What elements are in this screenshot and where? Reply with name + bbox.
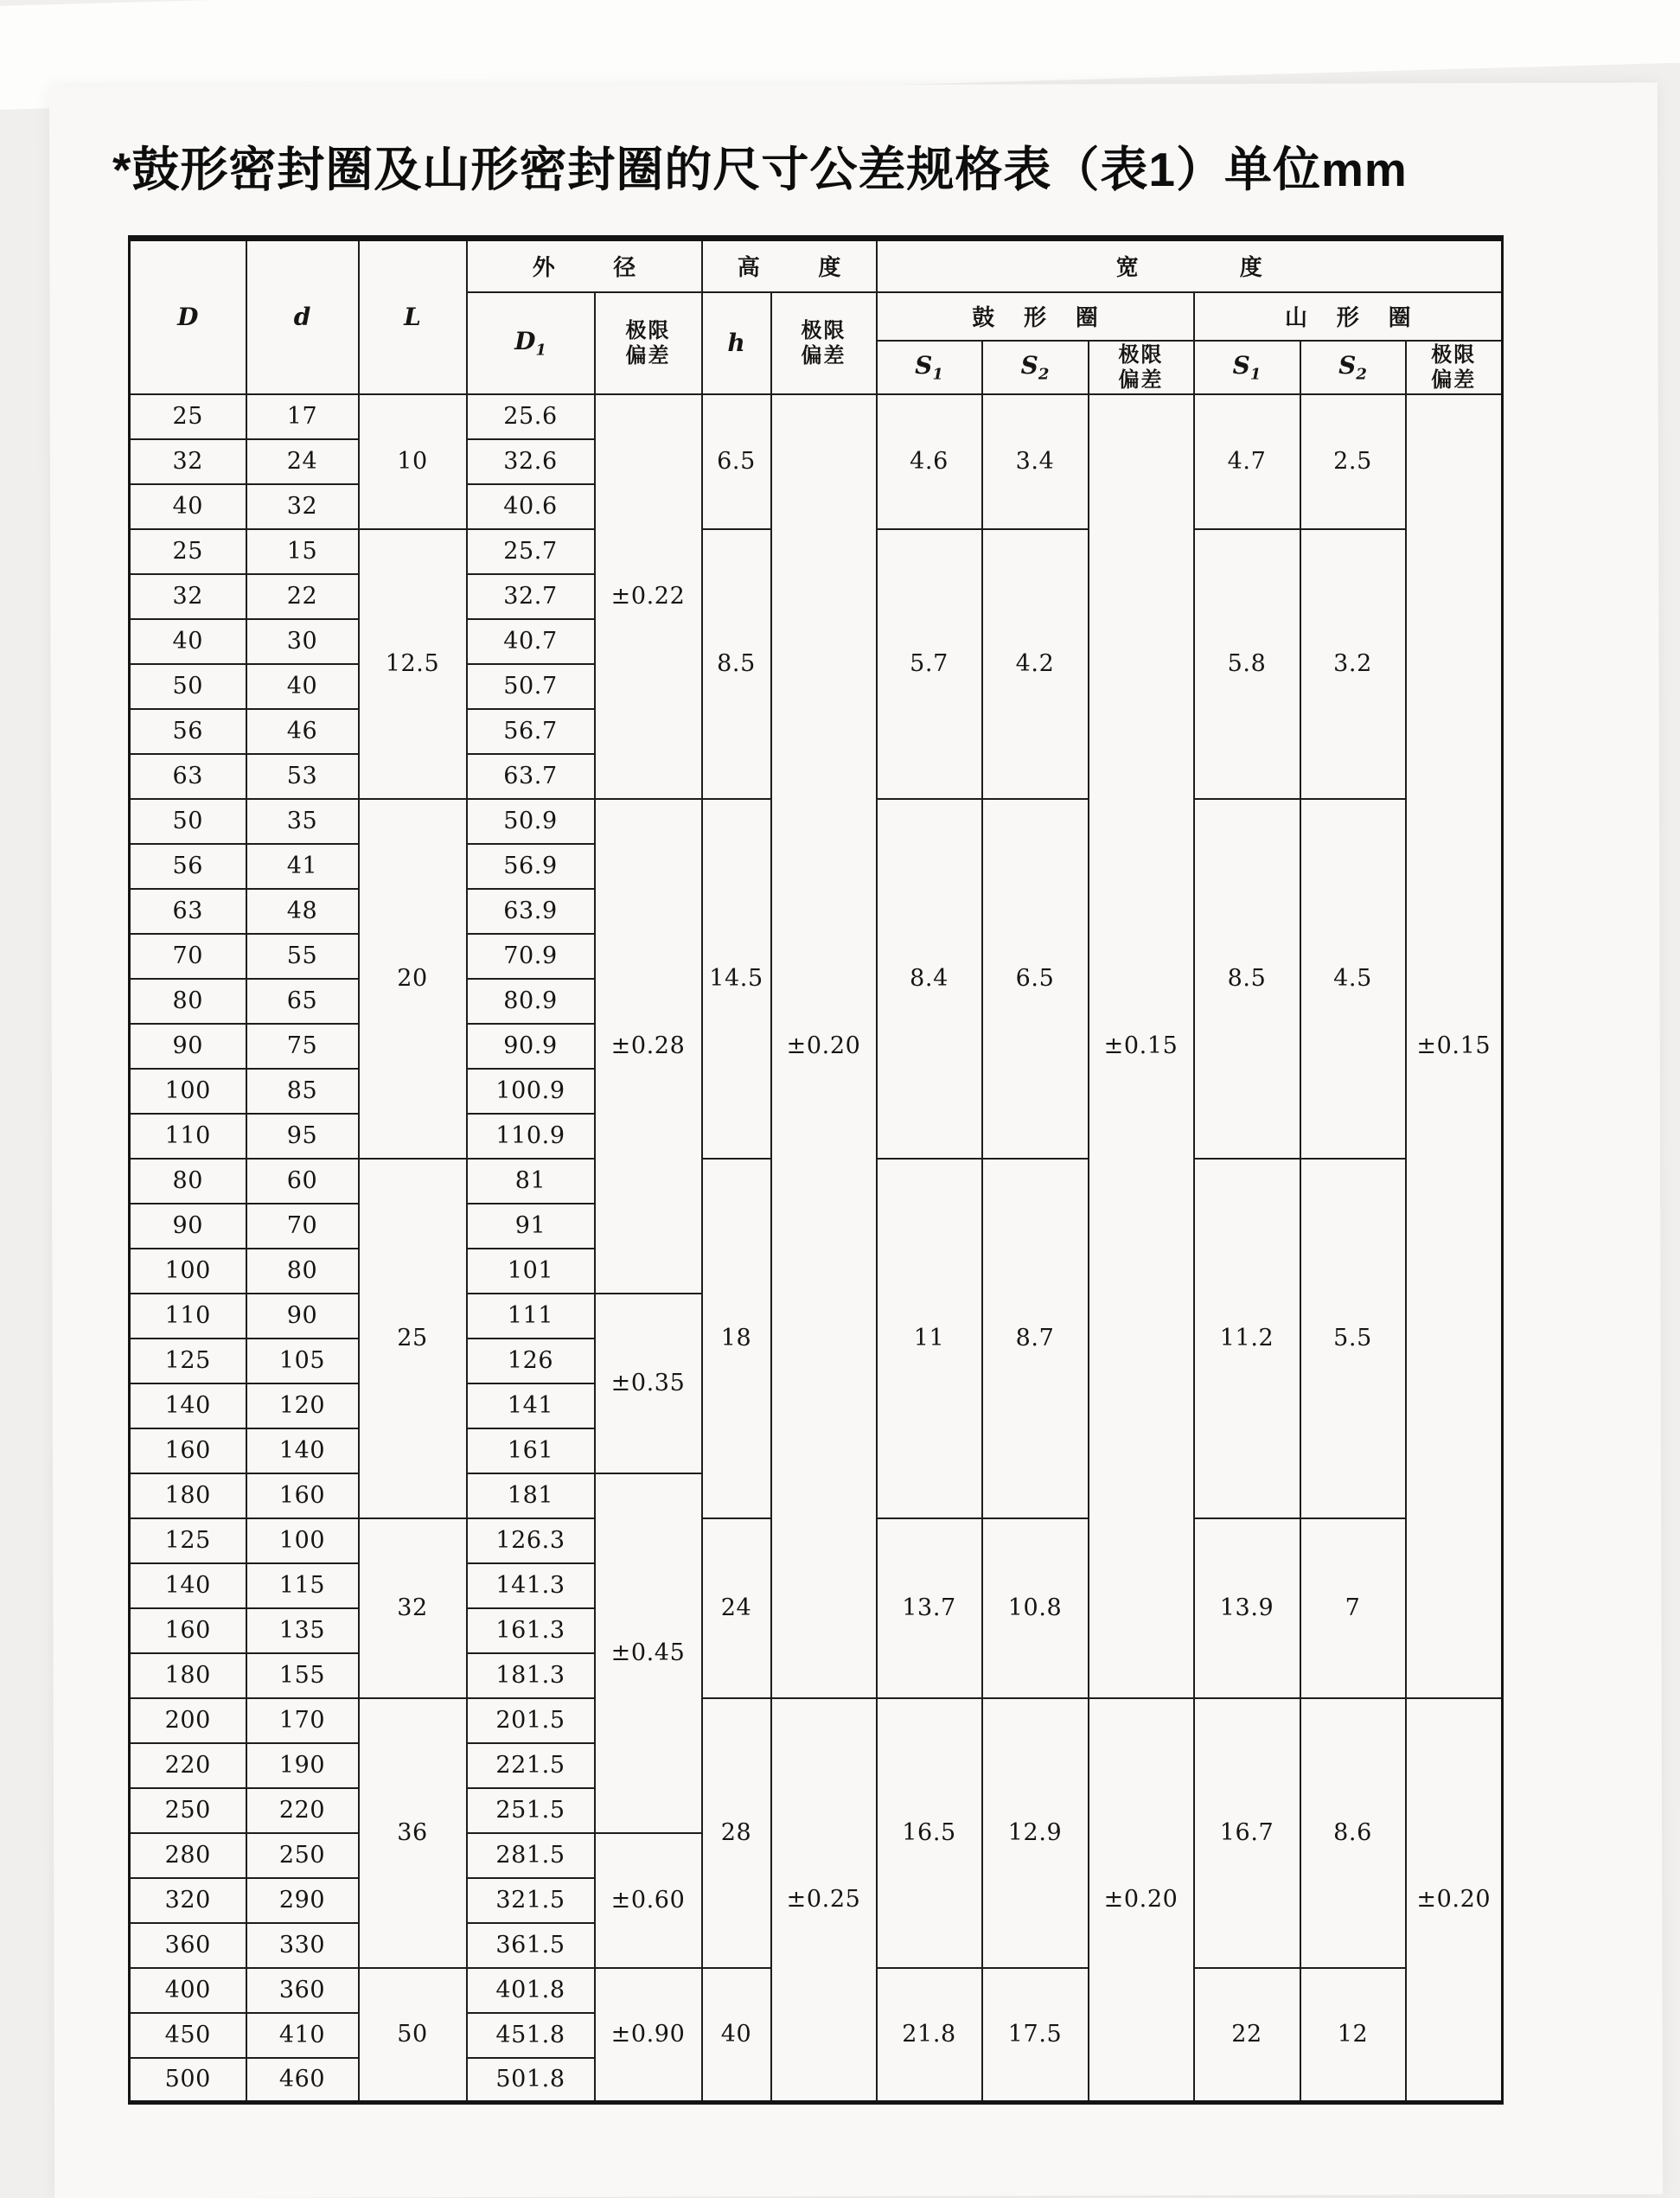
cell-D1: 25.7: [467, 529, 595, 574]
cell-d: 290: [246, 1878, 359, 1923]
cell-L: 50: [359, 1968, 467, 2103]
cell-D1: 161: [467, 1428, 595, 1473]
cell-mountain-tolerance: ±0.15: [1406, 394, 1503, 1698]
cell-D: 100: [130, 1249, 246, 1294]
cell-drum-s2: 8.7: [982, 1159, 1089, 1518]
cell-D1: 80.9: [467, 979, 595, 1024]
cell-D1: 126: [467, 1339, 595, 1383]
header-width: 宽度: [877, 239, 1503, 292]
cell-drum-s2: 6.5: [982, 799, 1089, 1159]
header-drum-s2: $S_2$: [982, 341, 1089, 394]
cell-D1: 221.5: [467, 1743, 595, 1788]
cell-D: 50: [130, 799, 246, 844]
cell-D1: 161.3: [467, 1608, 595, 1653]
cell-D: 200: [130, 1698, 246, 1743]
cell-L: 20: [359, 799, 467, 1159]
cell-D1: 401.8: [467, 1968, 595, 2013]
cell-h: 6.5: [702, 394, 771, 529]
cell-D: 160: [130, 1428, 246, 1473]
cell-d: 65: [246, 979, 359, 1024]
cell-D: 25: [130, 529, 246, 574]
cell-D: 500: [130, 2058, 246, 2103]
cell-d: 410: [246, 2013, 359, 2058]
spec-table: [128, 235, 1504, 2105]
cell-d: 17: [246, 394, 359, 439]
cell-d: 53: [246, 754, 359, 799]
header-mountain-ring: 山形圈: [1194, 292, 1503, 341]
cell-drum-s1: 8.4: [877, 799, 982, 1159]
cell-drum-s2: 4.2: [982, 529, 1089, 799]
cell-D: 100: [130, 1069, 246, 1114]
cell-drum-s2: 10.8: [982, 1518, 1089, 1698]
cell-D: 110: [130, 1294, 246, 1339]
cell-D: 56: [130, 844, 246, 889]
cell-D1: 281.5: [467, 1833, 595, 1878]
cell-D1: 126.3: [467, 1518, 595, 1563]
cell-D: 125: [130, 1518, 246, 1563]
cell-mountain-s2: 8.6: [1300, 1698, 1406, 1968]
cell-od-tolerance: ±0.60: [595, 1833, 702, 1968]
cell-D: 25: [130, 394, 246, 439]
header-od-limit-deviation: 极限 偏差: [595, 292, 702, 394]
cell-D1: 201.5: [467, 1698, 595, 1743]
cell-D: 80: [130, 979, 246, 1024]
cell-D: 180: [130, 1473, 246, 1518]
cell-mountain-s1: 22: [1194, 1968, 1300, 2103]
cell-D1: 63.7: [467, 754, 595, 799]
cell-D1: 56.7: [467, 709, 595, 754]
cell-D: 63: [130, 754, 246, 799]
cell-od-tolerance: ±0.35: [595, 1294, 702, 1473]
cell-d: 48: [246, 889, 359, 934]
cell-mountain-s2: 7: [1300, 1518, 1406, 1698]
header-D1: $D_1$: [467, 292, 595, 394]
header-drum-limit-deviation: 极限 偏差: [1089, 341, 1194, 394]
header-h: h: [702, 292, 771, 394]
cell-D: 110: [130, 1114, 246, 1159]
header-drum-s1: $S_1$: [877, 341, 982, 394]
cell-d: 115: [246, 1563, 359, 1608]
header-d: d: [246, 239, 359, 394]
cell-D: 250: [130, 1788, 246, 1833]
cell-h: 8.5: [702, 529, 771, 799]
cell-height-tolerance: ±0.25: [771, 1698, 877, 2103]
cell-D: 125: [130, 1339, 246, 1383]
cell-mountain-s2: 3.2: [1300, 529, 1406, 799]
cell-d: 360: [246, 1968, 359, 2013]
cell-drum-s1: 5.7: [877, 529, 982, 799]
cell-d: 95: [246, 1114, 359, 1159]
header-row-groups: [130, 239, 1503, 292]
cell-D: 40: [130, 619, 246, 664]
cell-D1: 90.9: [467, 1024, 595, 1069]
cell-mountain-s1: 13.9: [1194, 1518, 1300, 1698]
cell-h: 28: [702, 1698, 771, 1968]
cell-D1: 251.5: [467, 1788, 595, 1833]
cell-d: 41: [246, 844, 359, 889]
cell-D1: 181.3: [467, 1653, 595, 1698]
cell-mountain-s2: 12: [1300, 1968, 1406, 2103]
cell-d: 120: [246, 1383, 359, 1428]
cell-d: 250: [246, 1833, 359, 1878]
cell-d: 330: [246, 1923, 359, 1968]
cell-drum-s1: 21.8: [877, 1968, 982, 2103]
header-D: D: [130, 239, 246, 394]
cell-od-tolerance: ±0.22: [595, 394, 702, 799]
cell-L: 36: [359, 1698, 467, 1968]
header-height-limit-deviation: 极限 偏差: [771, 292, 877, 394]
cell-D1: 101: [467, 1249, 595, 1294]
cell-d: 35: [246, 799, 359, 844]
cell-d: 55: [246, 934, 359, 979]
cell-D1: 70.9: [467, 934, 595, 979]
cell-d: 190: [246, 1743, 359, 1788]
cell-D: 140: [130, 1383, 246, 1428]
cell-drum-tolerance: ±0.15: [1089, 394, 1194, 1698]
cell-d: 100: [246, 1518, 359, 1563]
cell-drum-s1: 13.7: [877, 1518, 982, 1698]
cell-D1: 56.9: [467, 844, 595, 889]
header-mountain-s1: $S_1$: [1194, 341, 1300, 394]
cell-d: 46: [246, 709, 359, 754]
cell-d: 15: [246, 529, 359, 574]
cell-d: 85: [246, 1069, 359, 1114]
cell-d: 22: [246, 574, 359, 619]
cell-D: 220: [130, 1743, 246, 1788]
cell-h: 40: [702, 1968, 771, 2103]
header-height: 高度: [702, 239, 877, 292]
table-row: [130, 1698, 1503, 1743]
cell-od-tolerance: ±0.28: [595, 799, 702, 1294]
cell-D1: 111: [467, 1294, 595, 1339]
cell-d: 135: [246, 1608, 359, 1653]
cell-drum-tolerance: ±0.20: [1089, 1698, 1194, 2103]
cell-d: 105: [246, 1339, 359, 1383]
cell-mountain-s2: 5.5: [1300, 1159, 1406, 1518]
header-outer-diameter: 外径: [467, 239, 702, 292]
cell-d: 155: [246, 1653, 359, 1698]
cell-D: 32: [130, 439, 246, 484]
cell-D1: 63.9: [467, 889, 595, 934]
cell-d: 24: [246, 439, 359, 484]
cell-D: 280: [130, 1833, 246, 1878]
cell-D: 32: [130, 574, 246, 619]
cell-D1: 50.9: [467, 799, 595, 844]
cell-D1: 40.6: [467, 484, 595, 529]
table-row: [130, 394, 1503, 439]
cell-d: 32: [246, 484, 359, 529]
cell-h: 18: [702, 1159, 771, 1518]
table-body: [130, 394, 1503, 2103]
cell-D: 140: [130, 1563, 246, 1608]
cell-mountain-s2: 4.5: [1300, 799, 1406, 1159]
cell-L: 12.5: [359, 529, 467, 799]
cell-L: 32: [359, 1518, 467, 1698]
cell-L: 25: [359, 1159, 467, 1518]
cell-D: 320: [130, 1878, 246, 1923]
cell-height-tolerance: ±0.20: [771, 394, 877, 1698]
cell-od-tolerance: ±0.90: [595, 1968, 702, 2103]
cell-D1: 91: [467, 1204, 595, 1249]
header-mountain-s2: $S_2$: [1300, 341, 1406, 394]
cell-d: 460: [246, 2058, 359, 2103]
cell-d: 140: [246, 1428, 359, 1473]
cell-D: 360: [130, 1923, 246, 1968]
cell-mountain-s1: 4.7: [1194, 394, 1300, 529]
cell-D1: 141.3: [467, 1563, 595, 1608]
cell-d: 75: [246, 1024, 359, 1069]
cell-D1: 501.8: [467, 2058, 595, 2103]
cell-drum-s1: 16.5: [877, 1698, 982, 1968]
cell-h: 14.5: [702, 799, 771, 1159]
cell-d: 30: [246, 619, 359, 664]
cell-D: 56: [130, 709, 246, 754]
cell-D: 80: [130, 1159, 246, 1204]
cell-D1: 141: [467, 1383, 595, 1428]
cell-D: 180: [130, 1653, 246, 1698]
cell-D: 63: [130, 889, 246, 934]
cell-d: 90: [246, 1294, 359, 1339]
cell-L: 10: [359, 394, 467, 529]
cell-D: 160: [130, 1608, 246, 1653]
cell-drum-s1: 11: [877, 1159, 982, 1518]
cell-D1: 81: [467, 1159, 595, 1204]
cell-D1: 32.6: [467, 439, 595, 484]
cell-D1: 25.6: [467, 394, 595, 439]
cell-D: 90: [130, 1204, 246, 1249]
table-header: [130, 239, 1503, 394]
cell-D: 450: [130, 2013, 246, 2058]
cell-d: 70: [246, 1204, 359, 1249]
cell-D1: 32.7: [467, 574, 595, 619]
cell-drum-s2: 17.5: [982, 1968, 1089, 2103]
cell-D1: 181: [467, 1473, 595, 1518]
cell-mountain-s1: 5.8: [1194, 529, 1300, 799]
cell-D: 90: [130, 1024, 246, 1069]
cell-D1: 100.9: [467, 1069, 595, 1114]
cell-d: 170: [246, 1698, 359, 1743]
cell-D1: 50.7: [467, 664, 595, 709]
cell-D: 50: [130, 664, 246, 709]
cell-d: 220: [246, 1788, 359, 1833]
page-title: *鼓形密封圈及山形密封圈的尺寸公差规格表（表1）单位mm: [112, 143, 1408, 196]
cell-D1: 40.7: [467, 619, 595, 664]
cell-D1: 451.8: [467, 2013, 595, 2058]
cell-h: 24: [702, 1518, 771, 1698]
cell-D1: 110.9: [467, 1114, 595, 1159]
cell-od-tolerance: ±0.45: [595, 1473, 702, 1833]
cell-D: 70: [130, 934, 246, 979]
cell-D1: 361.5: [467, 1923, 595, 1968]
header-L: L: [359, 239, 467, 394]
cell-mountain-tolerance: ±0.20: [1406, 1698, 1503, 2103]
cell-d: 40: [246, 664, 359, 709]
cell-d: 80: [246, 1249, 359, 1294]
cell-mountain-s1: 16.7: [1194, 1698, 1300, 1968]
cell-d: 60: [246, 1159, 359, 1204]
cell-D: 400: [130, 1968, 246, 2013]
cell-mountain-s1: 11.2: [1194, 1159, 1300, 1518]
header-drum-ring: 鼓形圈: [877, 292, 1194, 341]
header-mountain-limit-deviation: 极限 偏差: [1406, 341, 1503, 394]
cell-mountain-s1: 8.5: [1194, 799, 1300, 1159]
cell-mountain-s2: 2.5: [1300, 394, 1406, 529]
cell-drum-s1: 4.6: [877, 394, 982, 529]
cell-D1: 321.5: [467, 1878, 595, 1923]
cell-D: 40: [130, 484, 246, 529]
cell-drum-s2: 12.9: [982, 1698, 1089, 1968]
cell-drum-s2: 3.4: [982, 394, 1089, 529]
cell-d: 160: [246, 1473, 359, 1518]
